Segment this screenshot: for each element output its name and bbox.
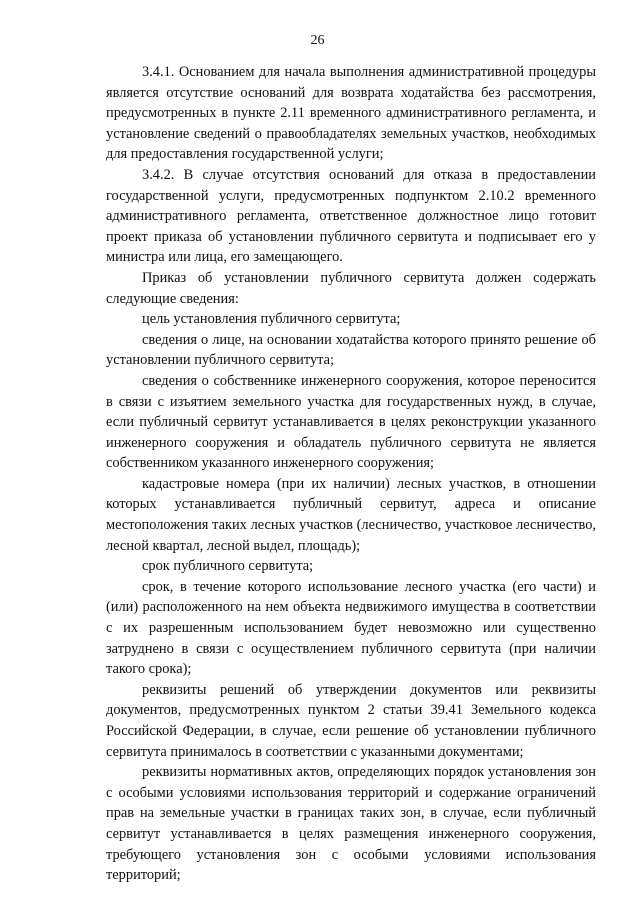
list-item-impossibility-term: срок, в течение которого использование лесного участка (его части) и (или) расположенного на нем объекта недвижимого имущества в соответствии с их разрешенным использованием будет невозможно или существенно затруднено в связи с осуществлением публичного сервитута (при наличии такого срока); (106, 578, 596, 678)
list-item-cadastral-numbers: кадастровые номера (при их наличии) лесных участков, в отношении которых устанавливается публичный сервитут, адреса и описание местоположения таких лесных участков (лесничество, участковое лесничество, лесной квартал, лесной выдел, площадь); (106, 475, 596, 554)
list-item-decision-details: реквизиты решений об утверждении документов или реквизиты документов, предусмотренных пунктом 2 статьи 39.41 Земельного кодекса Российской Федерации, в случае, если решение об установлении публичного сервитута принималось в соответствии с указанными документами; (106, 681, 596, 760)
list-item-normative-acts: реквизиты нормативных актов, определяющих порядок установления зон с особыми условиями использования территорий и содержание ограничений прав на земельные участки в границах таких зон, в случае, если публичный сервитут устанавливается в целях размещения инженерного сооружения, требующего установления зон с особыми условиями использования территорий; (106, 764, 596, 884)
page-number: 26 (310, 33, 325, 48)
list-item-owner-info: сведения о собственнике инженерного сооружения, которое переносится в связи с изъятием земельного участка для государственных нужд, в случае, если публичный сервитут устанавливается в целях реконструкции указанного инженерного сооружения и обладатель публичного сервитута не является собственником указанного инженерного сооружения; (106, 372, 596, 472)
document-body (106, 62, 596, 886)
list-item-purpose: цель установления публичного сервитута; (142, 311, 401, 328)
paragraph-order-contents-intro: Приказ об установлении публичного сервитута должен содержать следующие сведения: (106, 269, 596, 307)
paragraph-3-4-1: 3.4.1. Основанием для начала выполнения административной процедуры является отсутствие оснований для возврата ходатайства без рассмотрения, предусмотренных в пункте 2.11 временного административного регламента, и установление сведений о правообладателях земельных участков, необходимых для предоставления государственной услуги; (106, 64, 596, 163)
paragraph-3-4-2: 3.4.2. В случае отсутствия оснований для отказа в предоставлении государственной услуги, предусмотренных подпунктом 2.10.2 временного административного регламента, ответственное должностное лицо готовит проект приказа об установлении публичного сервитута и подписывает его у министра или лица, его замещающего. (106, 166, 596, 266)
list-item-servitude-term: срок публичного сервитута; (142, 558, 314, 575)
list-item-applicant-info: сведения о лице, на основании ходатайства которого принято решение об установлении публичного сервитута; (106, 331, 596, 369)
